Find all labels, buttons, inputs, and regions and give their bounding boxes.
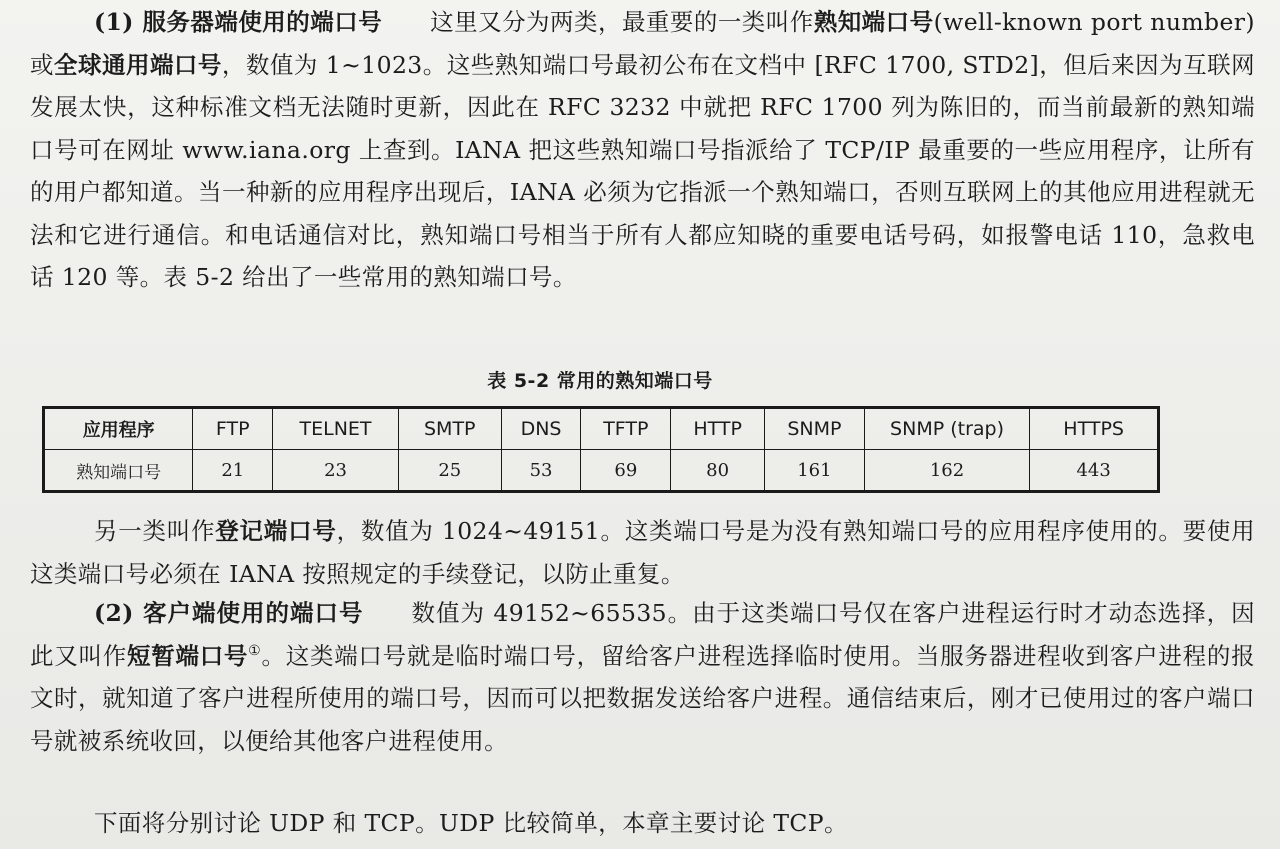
term-ephemeral-port: 短暂端口号 — [126, 641, 249, 670]
paragraph-text: ，数值为 1~1023。这些熟知端口号最初公布在文档中 [RFC 1700, STD2]，但后来因为互联网发展太快，这种标准文档无法随时更新，因此在 RFC 3232 中就把 RFC 1700 列为陈旧的，而当前最新的熟知端口号可在网址 www.iana.org 上查到。IANA 把这些熟知端口号指派给了 TCP/IP 最重要的一些应用程序，让所有的用户都知道。当一种新的应用程序出现后，IANA 必须为它指派一个熟知端口，否则互联网上的其他应用进程就无法和它进行通信。和电话通信对比，熟知端口号相当于所有人都应知晓的重要电话号码，如报警电话 110，急救电话 120 等。表 5-2 给出了一些常用的熟知端口号。 — [30, 50, 1255, 291]
app-cell: HTTP — [671, 408, 765, 450]
app-cell: TELNET — [273, 408, 399, 450]
term-global-port: 全球通用端口号 — [54, 50, 222, 79]
app-cell: HTTPS — [1030, 408, 1159, 450]
paragraph-text: 。这类端口号就是临时端口号，留给客户进程选择临时使用。当服务器进程收到客户进程的报文时，就知道了客户进程所使用的端口号，因而可以把数据发送给客户进程。通信结束后，刚才已使用过的客户端口号就被系统收回，以便给其他客户进程使用。 — [30, 641, 1255, 755]
paragraph-text: 下面将分别讨论 UDP 和 TCP。UDP 比较简单，本章主要讨论 TCP。 — [94, 809, 848, 837]
well-known-ports-table — [42, 406, 1160, 493]
app-cell: SMTP — [398, 408, 501, 450]
paragraph-server-ports — [30, 1, 1255, 299]
paragraph-text: 另一类叫作 — [94, 517, 216, 545]
paragraph-registered-ports — [30, 510, 1255, 595]
port-cell: 21 — [193, 450, 273, 492]
table-row-ports — [44, 450, 1159, 492]
app-cell: FTP — [193, 408, 273, 450]
port-cell: 161 — [765, 450, 865, 492]
port-cell: 23 — [273, 450, 399, 492]
port-cell: 69 — [581, 450, 671, 492]
app-cell: DNS — [501, 408, 581, 450]
app-cell: TFTP — [581, 408, 671, 450]
section-heading-server-ports: (1) 服务器端使用的端口号 — [94, 8, 383, 36]
paragraph-text: 这里又分为两类，最重要的一类叫作 — [430, 8, 814, 36]
port-cell: 443 — [1030, 450, 1159, 492]
port-cell: 53 — [501, 450, 581, 492]
row-label-port: 熟知端口号 — [44, 450, 193, 492]
row-label-application: 应用程序 — [44, 408, 193, 450]
paragraph-summary — [30, 802, 1255, 845]
port-cell: 162 — [864, 450, 1029, 492]
table-caption: 表 5-2 常用的熟知端口号 — [487, 370, 713, 392]
app-cell: SNMP (trap) — [864, 408, 1029, 450]
section-heading-client-ports: (2) 客户端使用的端口号 — [94, 599, 364, 627]
paragraph-text: ，数值为 1024~49151。这类端口号是为没有熟知端口号的应用程序使用的。要使用这类端口号必须在 IANA 按照规定的手续登记，以防止重复。 — [30, 517, 1256, 588]
port-cell: 80 — [671, 450, 765, 492]
port-cell: 25 — [398, 450, 501, 492]
paragraph-text: 数值为 49152~65535。由于这类端口号仅在客户进程运行时才动态选择，因此又叫作 — [30, 599, 1255, 670]
term-well-known-port: 熟知端口号 — [813, 8, 934, 36]
app-cell: SNMP — [765, 408, 865, 450]
footnote-marker: ① — [248, 642, 262, 659]
table-row-applications — [44, 408, 1159, 450]
paragraph-client-ports — [30, 592, 1255, 762]
term-registered-port: 登记端口号 — [215, 517, 337, 545]
paragraph-text: (well-known port number)或 — [30, 8, 1256, 79]
